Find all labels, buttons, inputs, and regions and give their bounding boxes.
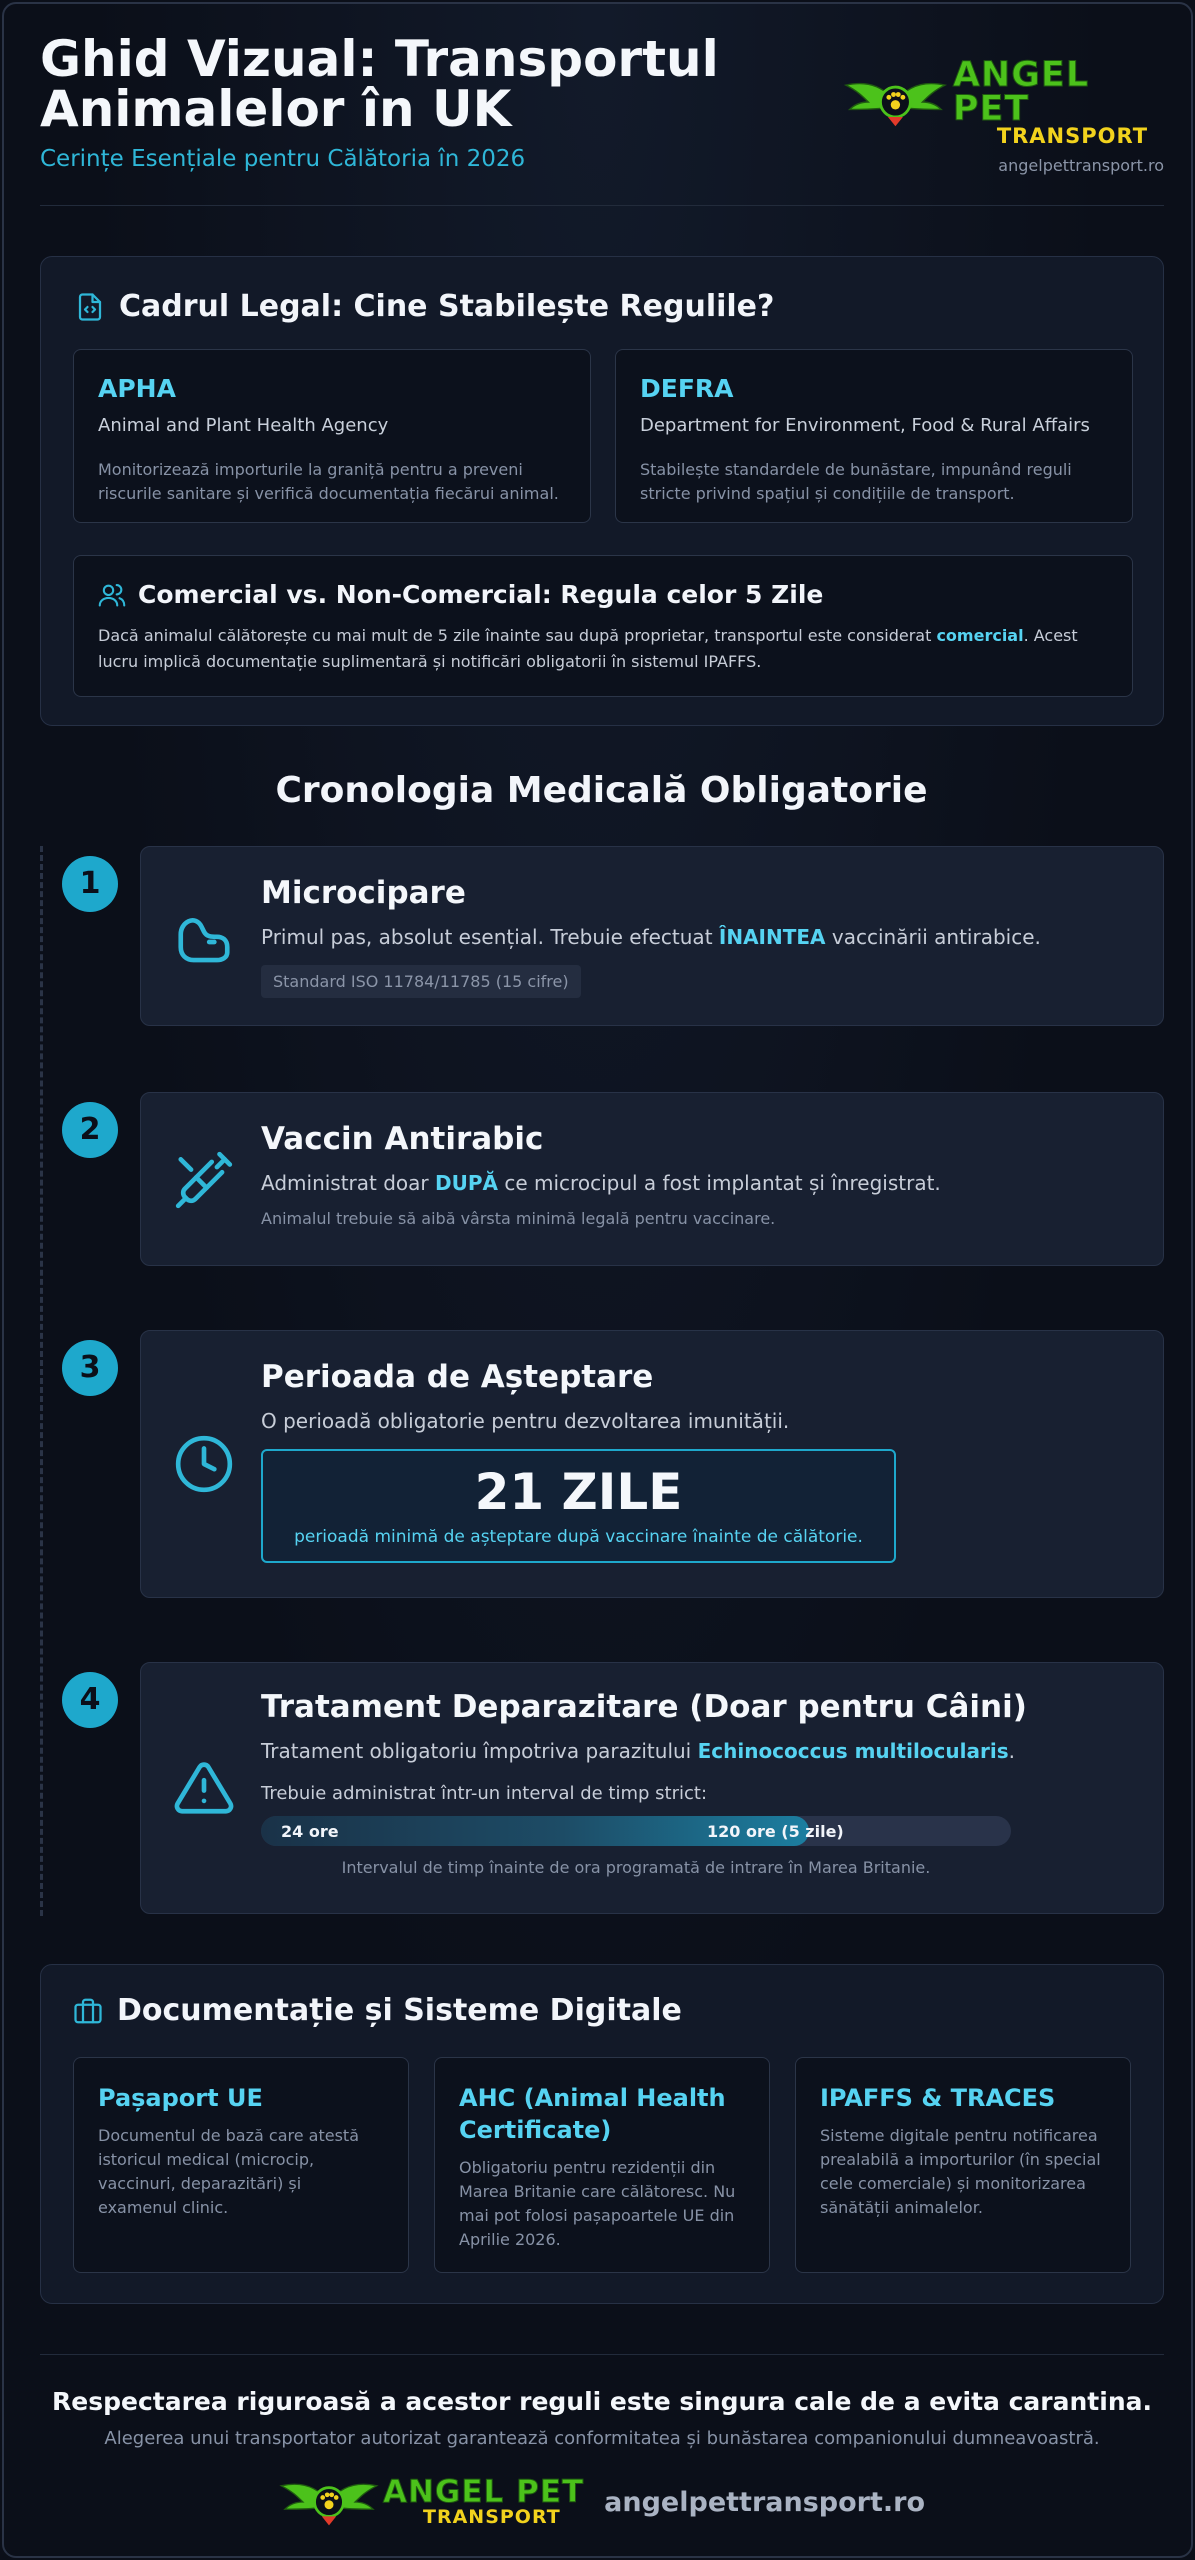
step-number-4: 4: [62, 1672, 118, 1728]
rule-text-part: . Acest lucru implică documentație suplimentară și notificări obligatorii în sistemul IPAFFS.: [98, 626, 1078, 671]
five-day-rule-title: Comercial vs. Non-Comercial: Regula celor 5 Zile: [138, 580, 824, 609]
agency-card-defra: [615, 349, 1133, 523]
five-day-rule-text: [98, 623, 1108, 675]
step-lead-highlight: DUPĂ: [435, 1171, 498, 1195]
step-card-rabies-vaccine: [140, 1092, 1164, 1266]
infographic-frame: [2, 2, 1193, 2558]
step-title: Perioada de Așteptare: [261, 1359, 654, 1395]
step-lead-highlight: Echinococcus multilocularis: [697, 1739, 1009, 1763]
five-day-rule-card: [73, 555, 1133, 697]
treatment-window-label: Trebuie administrat într-un interval de timp strict:: [261, 1783, 708, 1804]
users-icon: [98, 581, 126, 609]
step-title: Vaccin Antirabic: [261, 1121, 544, 1157]
step-lead-part: .: [1008, 1739, 1015, 1763]
legal-framework-section: [40, 256, 1164, 726]
agency-description: Stabilește standardele de bunăstare, impunând reguli stricte privind spațiul și condițiile de transport.: [640, 460, 1072, 503]
step-title: Microcipare: [261, 875, 466, 911]
rule-text-part: Dacă animalul călătorește cu mai mult de 5 zile înainte sau după proprietar, transportul este considerat: [98, 626, 937, 645]
brand-logo: [844, 55, 1164, 148]
waiting-period-value: 21 ZILE: [474, 1463, 683, 1521]
doc-card-ipaffs-traces: [795, 2057, 1131, 2273]
doc-text: Obligatoriu pentru rezidenții din Marea Britanie care călătoresc. Nu mai pot folosi pașapoartele UE din Aprilie 2026.: [459, 2158, 736, 2249]
agency-card-apha: [73, 349, 591, 523]
logo-line-1: ANGEL PET: [383, 2474, 585, 2510]
page-title: Ghid Vizual: Transportul Animalelor în UK: [40, 30, 719, 138]
treatment-window-start: 24 ore: [281, 1822, 339, 1841]
step-note: Animalul trebuie să aibă vârsta minimă legală pentru vaccinare.: [261, 1209, 776, 1228]
step-lead-highlight: ÎNAINTEA: [718, 925, 826, 949]
doc-title: Pașaport UE: [98, 2084, 263, 2112]
agency-acronym: DEFRA: [640, 374, 734, 403]
winged-paw-logo-icon: [844, 72, 947, 132]
docs-section-heading: [73, 1993, 682, 2028]
step-lead: O perioadă obligatorie pentru dezvoltarea imunității.: [261, 1409, 790, 1433]
rule-highlight: comercial: [936, 626, 1024, 645]
doc-text: Sisteme digitale pentru notificarea prealabilă a importurilor (în special cele comerciale) și monitorizarea sănătății animalelor.: [820, 2126, 1101, 2217]
legal-section-heading: [75, 289, 774, 324]
step-lead: [261, 1171, 1133, 1195]
footer-sub-text: Alegerea unui transportator autorizat garantează conformitatea și bunăstarea companionului dumneavoastră.: [104, 2428, 1100, 2449]
doc-card-ahc: [434, 2057, 770, 2273]
step-card-deworming: [140, 1662, 1164, 1914]
footer-main-text: Respectarea riguroasă a acestor reguli este singura cale de a evita carantina.: [52, 2387, 1152, 2416]
step-lead: [261, 925, 1133, 949]
doc-title: AHC (Animal Health Certificate): [459, 2084, 726, 2144]
logo-line-2: TRANSPORT: [423, 2506, 561, 2528]
document-code-icon: [75, 292, 105, 322]
agency-description: Monitorizează importurile la graniță pentru a preveni riscurile sanitare și verifică documentația fiecărui animal.: [98, 460, 559, 503]
clock-icon: [173, 1433, 235, 1495]
step-lead: [261, 1739, 1133, 1763]
header-website-link[interactable]: angelpettransport.ro: [998, 156, 1164, 175]
step-title: Tratament Deparazitare (Doar pentru Câini): [261, 1689, 1027, 1725]
agency-acronym: APHA: [98, 374, 176, 403]
doc-card-eu-passport: [73, 2057, 409, 2273]
five-day-rule-heading: [98, 580, 1108, 609]
footer: [40, 2354, 1164, 2529]
step-lead-part: Tratament obligatoriu împotriva parazitului: [261, 1739, 698, 1763]
step-number-1: 1: [62, 856, 118, 912]
agency-full-name: Animal and Plant Health Agency: [98, 415, 389, 436]
step-lead-part: Administrat doar: [261, 1171, 436, 1195]
step-lead-part: vaccinării antirabice.: [825, 925, 1041, 949]
warning-icon: [173, 1757, 235, 1819]
step-card-microchip: [140, 846, 1164, 1026]
waiting-period-highlight-box: [261, 1449, 896, 1563]
logo-line-1: ANGEL PET: [952, 55, 1090, 129]
footer-brand[interactable]: [40, 2475, 1164, 2529]
legal-section-title: Cadrul Legal: Cine Stabilește Regulile?: [119, 289, 775, 324]
docs-section-title: Documentație și Sisteme Digitale: [117, 1993, 682, 2028]
step-number-2: 2: [62, 1102, 118, 1158]
step-lead-part: ce microcipul a fost implantat și înregistrat.: [498, 1171, 941, 1195]
documentation-section: [40, 1964, 1164, 2304]
syringe-icon: [173, 1149, 235, 1211]
timeline-line: [40, 846, 43, 1916]
bandage-icon: [173, 911, 235, 973]
step-lead-part: Primul pas, absolut esențial. Trebuie efectuat: [261, 925, 719, 949]
footer-website-link[interactable]: angelpettransport.ro: [604, 2486, 925, 2518]
briefcase-icon: [73, 1996, 103, 2026]
iso-standard-tag: Standard ISO 11784/11785 (15 cifre): [261, 965, 581, 998]
step-number-3: 3: [62, 1340, 118, 1396]
doc-text: Documentul de bază care atestă istoricul medical (microcip, vaccinuri, deparazitări) și examenul clinic.: [98, 2126, 359, 2217]
treatment-window-end: 120 ore (5 zile): [707, 1822, 844, 1841]
winged-paw-logo-icon: [279, 2475, 379, 2529]
doc-title: IPAFFS & TRACES: [820, 2084, 1056, 2112]
treatment-window-caption: Intervalul de timp înainte de ora programată de intrare în Marea Britanie.: [341, 1858, 931, 1877]
page-subtitle: Cerințe Esențiale pentru Călătoria în 2026: [40, 146, 526, 172]
treatment-window-bar: [261, 1816, 1011, 1846]
logo-line-2: TRANSPORT: [996, 124, 1149, 148]
waiting-period-caption: perioadă minimă de așteptare după vaccinare înainte de călătorie.: [294, 1527, 863, 1547]
agency-full-name: Department for Environment, Food & Rural Affairs: [640, 415, 1090, 436]
step-card-waiting-period: [140, 1330, 1164, 1598]
brand-logo-block[interactable]: [844, 55, 1164, 175]
header: [40, 30, 1164, 206]
timeline-heading: Cronologia Medicală Obligatorie: [275, 770, 928, 811]
